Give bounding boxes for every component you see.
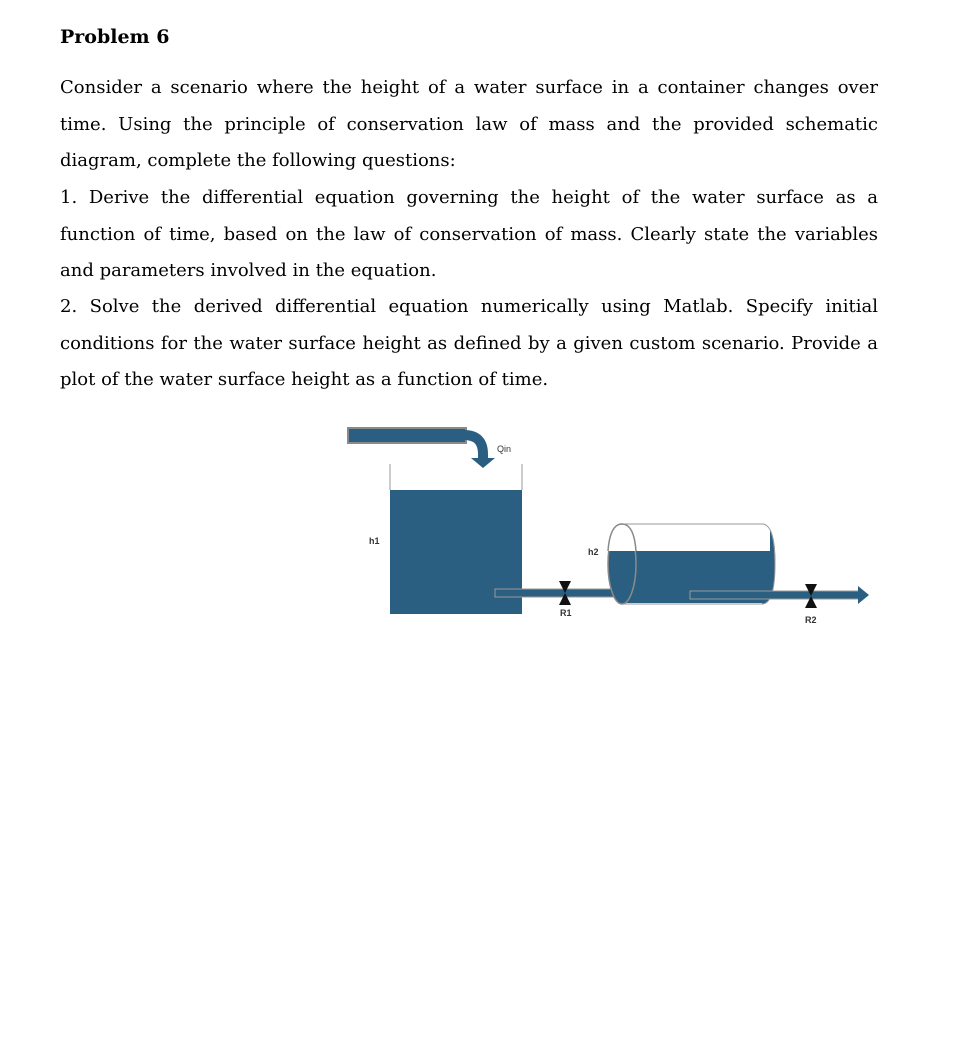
- label-h1: h1: [369, 536, 380, 546]
- question-2: 2. Solve the derived differential equation numerically using Matlab. Specify initial conditions for the water surface height as defined by a given custom scenario. Provide a plot of the water surface height as a function of time.: [60, 296, 878, 390]
- outflow-arrow-icon: [858, 586, 869, 604]
- inflow-pipe: [348, 428, 495, 468]
- label-h2: h2: [588, 547, 599, 557]
- pipe-tank1-to-tank2: [495, 589, 623, 597]
- problem-intro: Consider a scenario where the height of a water surface in a container changes over time. Using the principle of conservation law of mass and the provided schematic diagram, complete the following questions:: [60, 77, 878, 171]
- tank-schematic-diagram: [340, 420, 880, 635]
- question-1: 1. Derive the differential equation governing the height of the water surface as a function of time, based on the law of conservation of mass. Clearly state the variables and parameters involved in the equation.: [60, 187, 878, 281]
- label-qin: Qin: [497, 444, 512, 454]
- inflow-arrow-icon: [471, 458, 495, 468]
- label-r1: R1: [560, 608, 572, 618]
- problem-title: Problem 6: [60, 26, 170, 48]
- label-r2: R2: [805, 615, 817, 625]
